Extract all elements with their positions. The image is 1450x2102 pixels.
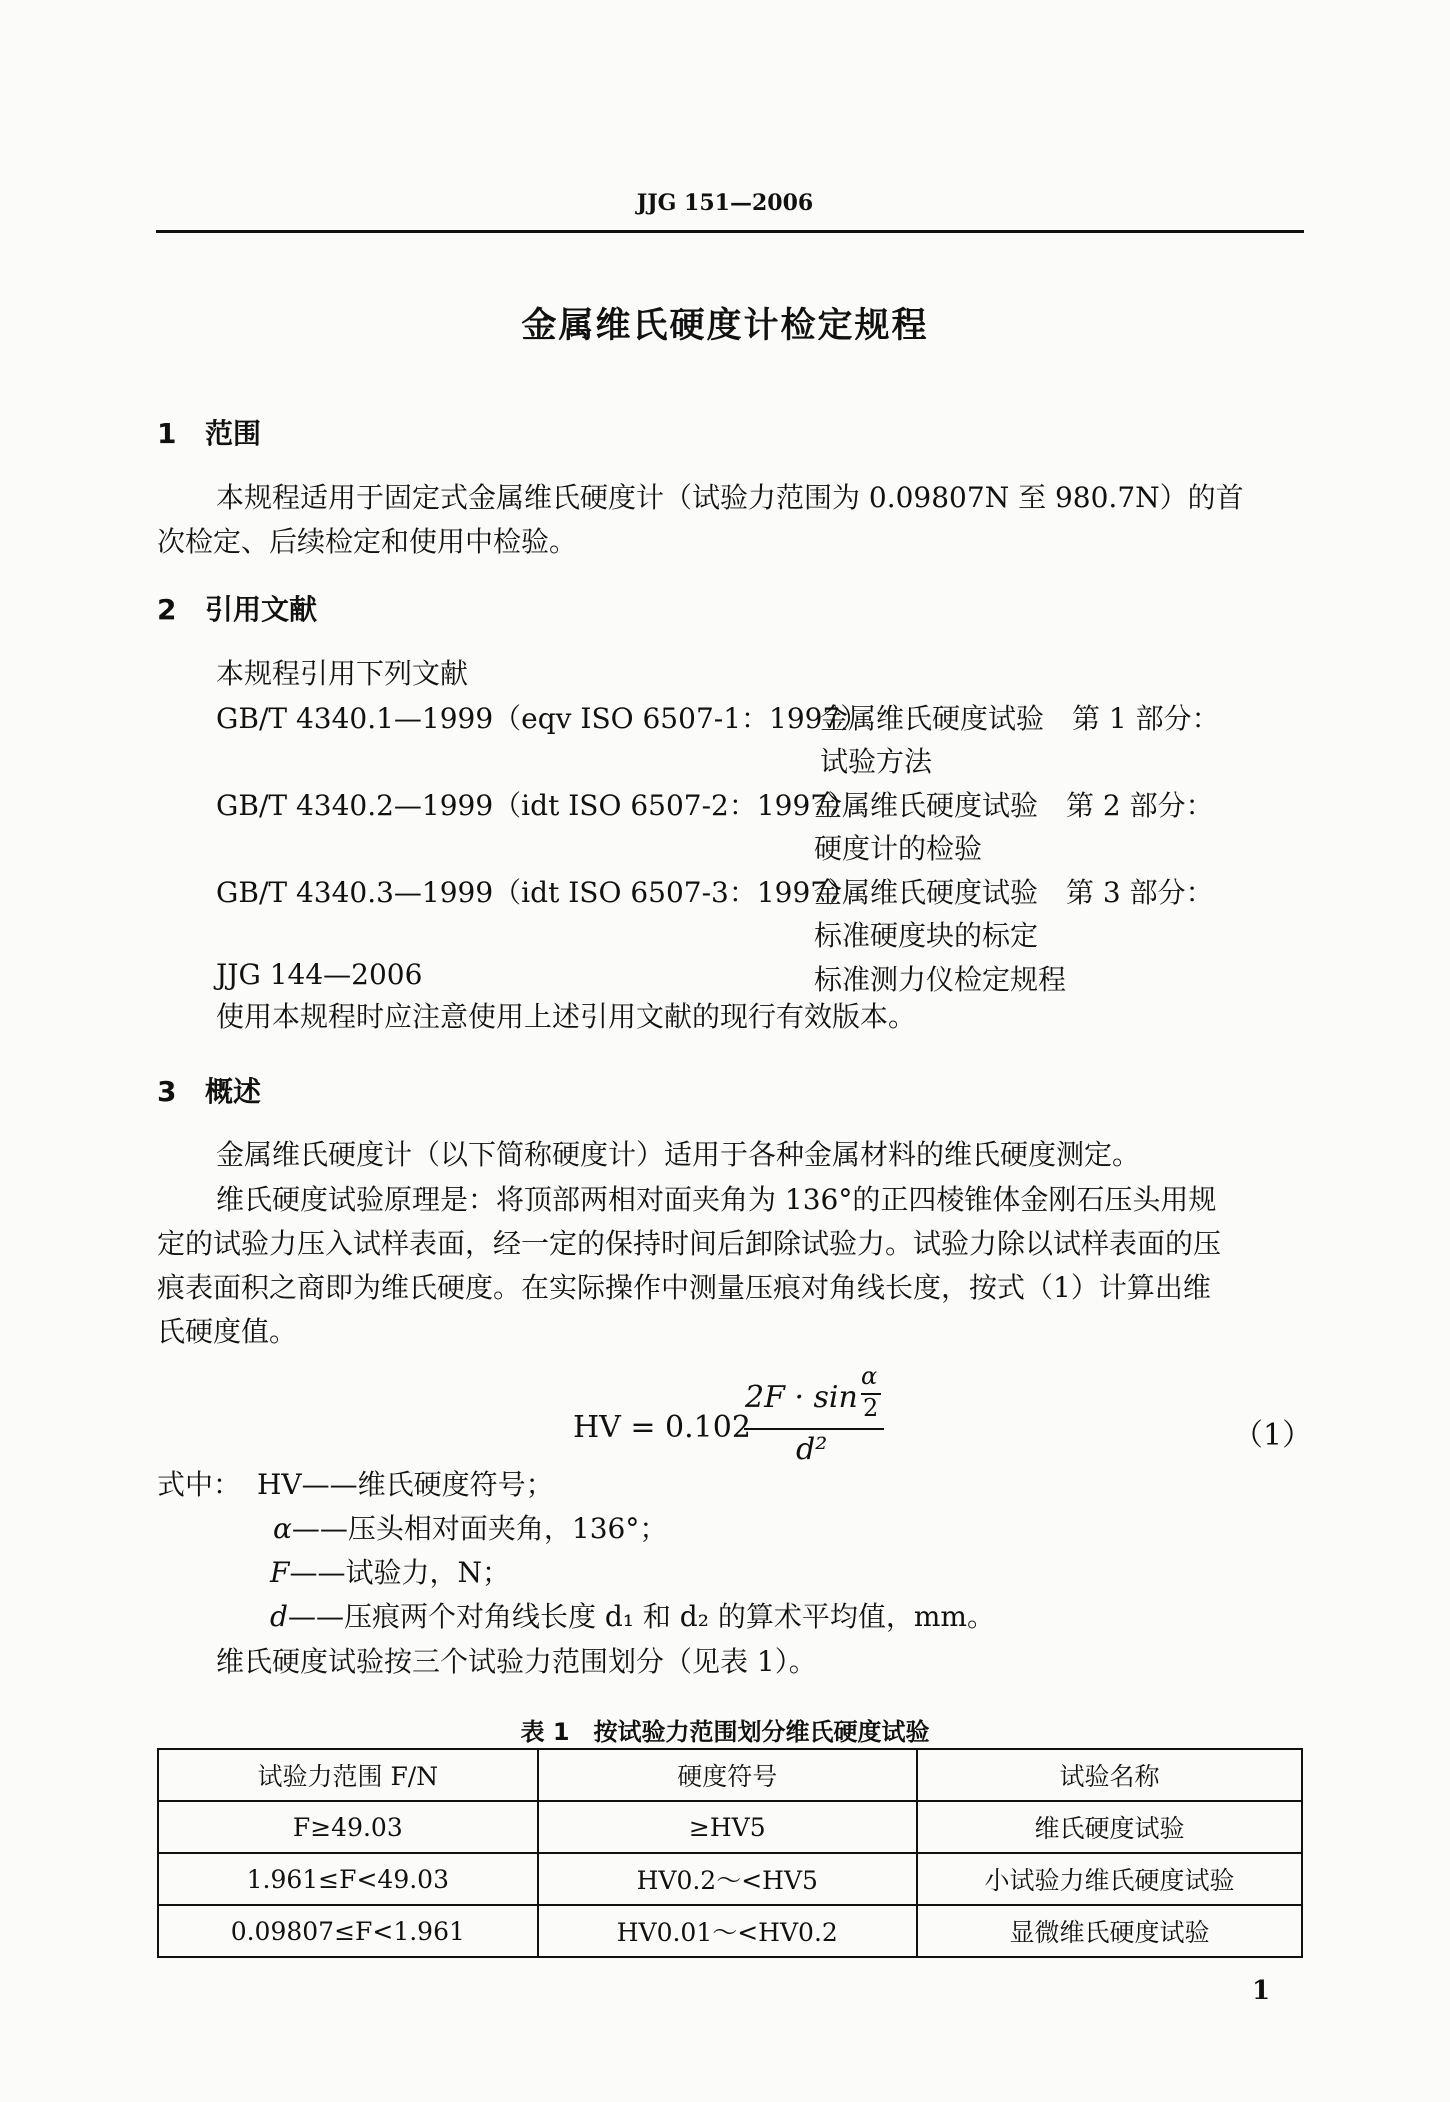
table-cell: HV0.2～<HV5 — [538, 1853, 917, 1905]
page-number: 1 — [1252, 1976, 1271, 2006]
reference-title: 标准测力仪检定规程 — [814, 963, 1067, 996]
definition-symbol: d — [270, 1600, 288, 1633]
document-title: 金属维氏硬度计检定规程 — [521, 306, 929, 346]
section-3-heading — [157, 1070, 261, 1110]
reference-code: GB/T 4340.3—1999（idt ISO 6507-3：1997） — [216, 876, 857, 909]
reference-title: 金属维氏硬度试验 第 3 部分： — [814, 876, 1214, 909]
section-1-paragraph-line: 次检定、后续检定和使用中检验。 — [157, 525, 578, 558]
header-rule — [156, 230, 1304, 233]
table-header-cell: 硬度符号 — [538, 1749, 917, 1801]
references-intro: 本规程引用下列文献 — [216, 657, 469, 690]
reference-code: GB/T 4340.2—1999（idt ISO 6507-2：1997） — [216, 789, 857, 822]
reference-title-continued: 硬度计的检验 — [814, 832, 983, 865]
table-cell: 0.09807≤F<1.961 — [158, 1905, 538, 1957]
section-2-heading — [157, 588, 317, 628]
definition-item — [273, 1507, 667, 1551]
reference-title: 金属维氏硬度试验 第 1 部分： — [820, 702, 1220, 735]
section-3-paragraph-line: 痕表面积之商即为维氏硬度。在实际操作中测量压痕对角线长度，按式（1）计算出维 — [157, 1271, 1211, 1304]
table-cell: ≥HV5 — [538, 1801, 917, 1853]
reference-title: 金属维氏硬度试验 第 2 部分： — [814, 789, 1214, 822]
formula-number: （1） — [1233, 1418, 1313, 1453]
formula-alpha: α — [861, 1362, 878, 1390]
section-title: 引用文献 — [205, 593, 318, 626]
reference-code: GB/T 4340.1—1999（eqv ISO 6507-1：1997） — [216, 702, 869, 735]
section-3-paragraph: 金属维氏硬度计（以下简称硬度计）适用于各种金属材料的维氏硬度测定。 — [216, 1138, 1141, 1171]
definitions-prefix: 式中： — [157, 1468, 242, 1501]
definition-item — [257, 1463, 554, 1507]
definition-symbol: HV — [257, 1468, 302, 1501]
header-code: JJG 151—2006 — [636, 190, 814, 216]
table-cell: F≥49.03 — [158, 1801, 538, 1853]
definition-symbol: F — [270, 1556, 290, 1589]
table-row — [158, 1905, 1302, 1957]
table-header-cell: 试验力范围 F/N — [158, 1749, 538, 1801]
hardness-test-table — [157, 1748, 1303, 1958]
section-number: 2 — [157, 593, 177, 626]
references-note: 使用本规程时应注意使用上述引用文献的现行有效版本。 — [216, 1000, 917, 1033]
table-row — [158, 1853, 1302, 1905]
section-number: 3 — [157, 1075, 177, 1108]
table-caption: 表 1 按试验力范围划分维氏硬度试验 — [520, 1718, 930, 1746]
section-title: 范围 — [205, 417, 262, 450]
section-3-paragraph-line: 定的试验力压入试样表面，经一定的保持时间后卸除试验力。试验力除以试样表面的压 — [157, 1227, 1222, 1260]
table-header-row — [158, 1749, 1302, 1801]
section-3-paragraph-line: 氏硬度值。 — [157, 1315, 298, 1348]
section-3-paragraph-line: 维氏硬度试验原理是：将顶部两相对面夹角为 136°的正四棱锥体金刚石压头用规 — [216, 1183, 1217, 1216]
table-row — [158, 1801, 1302, 1853]
reference-title-continued: 试验方法 — [820, 745, 933, 778]
formula-lhs: HV = 0.102 — [573, 1410, 751, 1445]
table-cell: 显微维氏硬度试验 — [917, 1905, 1302, 1957]
formula-numerator: 2F · sin — [745, 1380, 858, 1415]
definition-item — [270, 1551, 510, 1595]
table-cell: HV0.01～<HV0.2 — [538, 1905, 917, 1957]
section-title: 概述 — [205, 1075, 262, 1108]
table-cell: 小试验力维氏硬度试验 — [917, 1853, 1302, 1905]
definition-item — [270, 1595, 995, 1639]
division-note: 维氏硬度试验按三个试验力范围划分（见表 1）。 — [216, 1645, 817, 1678]
section-1-paragraph-line: 本规程适用于固定式金属维氏硬度计（试验力范围为 0.09807N 至 980.7N）的首 — [216, 481, 1244, 514]
reference-code: JJG 144—2006 — [216, 958, 423, 991]
section-1-heading — [157, 412, 261, 452]
table-header-cell: 试验名称 — [917, 1749, 1302, 1801]
definition-symbol: α — [273, 1512, 292, 1545]
definition-text: ——维氏硬度符号； — [301, 1468, 554, 1501]
formula-fraction-bar — [744, 1428, 884, 1430]
definition-text: ——压痕两个对角线长度 d₁ 和 d₂ 的算术平均值，mm。 — [287, 1600, 995, 1633]
definition-text: ——试验力，N； — [289, 1556, 510, 1589]
formula-two: 2 — [863, 1394, 879, 1422]
section-number: 1 — [157, 417, 177, 450]
definition-text: ——压头相对面夹角，136°； — [291, 1512, 668, 1545]
table-cell: 1.961≤F<49.03 — [158, 1853, 538, 1905]
table-cell: 维氏硬度试验 — [917, 1801, 1302, 1853]
formula-denominator: d² — [796, 1432, 828, 1467]
reference-title-continued: 标准硬度块的标定 — [814, 919, 1039, 952]
